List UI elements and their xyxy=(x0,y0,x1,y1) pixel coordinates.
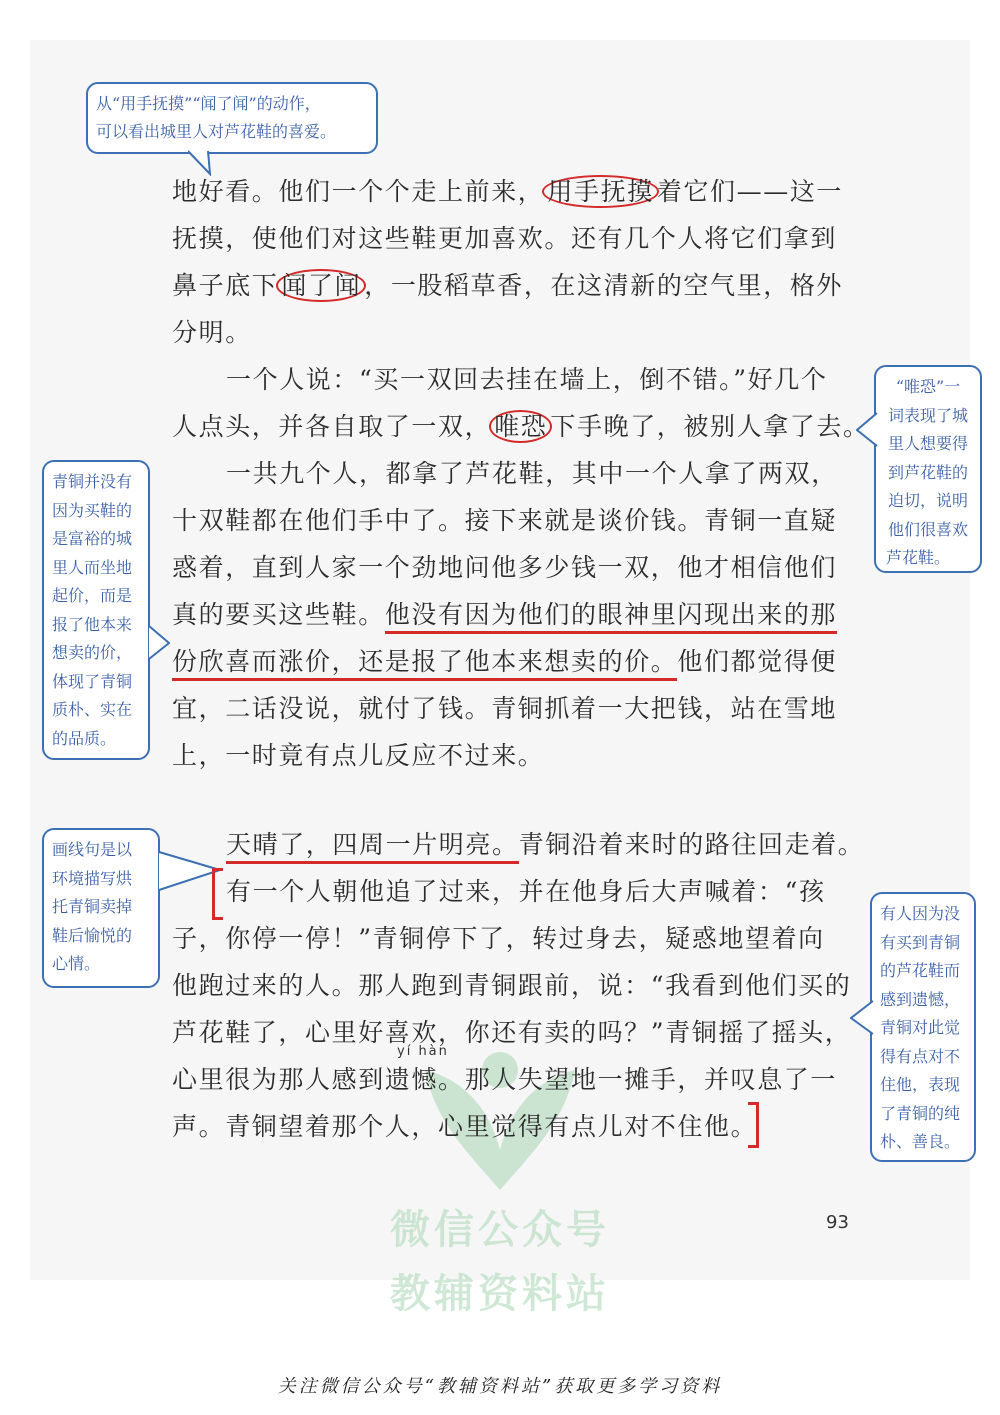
annotation-line: 画线句是以 xyxy=(52,840,133,859)
annotation-line: 有人因为没 xyxy=(880,904,961,923)
text-segment: ，一股稻草香，在这清新的空气里，格外 xyxy=(364,271,844,300)
callout-tail xyxy=(148,625,170,661)
text-segment: 着它们——这一 xyxy=(656,177,844,206)
text-line: 宜，二话没说，就付了钱。青铜抓着一大把钱，站在雪地 xyxy=(172,694,838,723)
annotation-line: 起价，而是 xyxy=(52,586,133,605)
circled-phrase: 唯恐 xyxy=(489,410,552,443)
annotation-line: 感到遗憾， xyxy=(880,989,961,1009)
pinyin-annotation: yí hàn xyxy=(397,1044,449,1059)
text-line: 惑着，直到人家一个劲地问他多少钱一双，他才相信他们 xyxy=(172,553,838,582)
text-line: 心里很为那人感到遗憾。那人失望地一摊手，并叹息了一 xyxy=(172,1065,838,1094)
footer-text: 关注微信公众号“教辅资料站”获取更多学习资料 xyxy=(277,1376,723,1397)
annotation-line: 到芦花鞋的 xyxy=(887,462,968,482)
text-line: 一个人说：“买一双回去挂在墙上，倒不错。”好几个 xyxy=(226,365,828,394)
body-text-upper xyxy=(172,168,870,779)
annotation-line: 的芦花鞋而 xyxy=(880,961,961,980)
annotation-line: 青铜并没有 xyxy=(52,472,133,491)
annotation-line: 里人而坐地 xyxy=(52,557,133,577)
page-number: 93 xyxy=(826,1212,849,1233)
annotation-line: 从“用手抚摸”“闻了闻”的动作， xyxy=(96,94,321,113)
text-line xyxy=(172,262,852,309)
annotation-right-2 xyxy=(870,892,976,1162)
text-line: 有一个人朝他追了过来，并在他身后大声喊着：“孩 xyxy=(226,877,826,906)
annotation-line: 是富裕的城 xyxy=(52,529,133,548)
annotation-line: 因为买鞋的 xyxy=(52,500,133,520)
watermark-line-2: 教辅资料站 xyxy=(390,1271,610,1317)
underlined-sentence: 他没有因为他们的眼神里闪现出来的那 xyxy=(385,600,837,634)
annotation-line: 住他，表现 xyxy=(880,1075,961,1094)
annotation-right-1 xyxy=(874,365,982,573)
annotation-line: 里人想要得 xyxy=(887,434,968,453)
annotation-line: 迫切，说明 xyxy=(887,491,968,510)
text-line: 分明。 xyxy=(172,318,252,347)
annotation-line: 他们很喜欢 xyxy=(887,519,968,539)
annotation-line: 了青铜的纯 xyxy=(880,1103,961,1123)
callout-tail xyxy=(850,1000,874,1036)
text-segment: 真的要买这些鞋。 xyxy=(172,600,385,629)
annotation-line: 心情。 xyxy=(52,954,101,973)
text-line: 芦花鞋了，心里好喜欢，你还有卖的吗？”青铜摇了摇头， xyxy=(172,1018,852,1047)
circled-phrase: 用手抚摸 xyxy=(542,175,658,208)
annotation-top xyxy=(86,82,378,154)
underlined-sentence: 天晴了，四周一片明亮。 xyxy=(226,830,519,864)
annotation-line: 芦花鞋。 xyxy=(886,548,951,567)
watermark-line-1: 微信公众号 xyxy=(390,1207,610,1253)
annotation-line: 青铜对此觉 xyxy=(880,1018,961,1037)
text-segment: 他们都觉得便 xyxy=(677,647,838,676)
annotation-line: 鞋后愉悦的 xyxy=(52,925,133,945)
text-line xyxy=(172,638,852,685)
text-segment: 青铜沿着来时的路往回走着。 xyxy=(518,830,865,859)
text-line: 抚摸，使他们对这些鞋更加喜欢。还有几个人将它们拿到 xyxy=(172,224,838,253)
text-line: 子，你停一停！”青铜停下了，转过身去，疑惑地望着向 xyxy=(172,924,825,953)
text-segment: 地好看。他们一个个走上前来， xyxy=(172,177,545,206)
annotation-line: 报了他本来 xyxy=(52,614,133,634)
text-line xyxy=(172,403,870,450)
annotation-line: 得有点对不 xyxy=(880,1046,961,1066)
annotation-line: 想卖的价， xyxy=(52,643,133,662)
annotation-line: “唯恐”一 xyxy=(895,377,961,396)
text-segment: 鼻子底下 xyxy=(172,271,279,300)
text-line xyxy=(172,821,865,868)
annotation-line: 词表现了城 xyxy=(887,405,968,425)
annotation-line: 体现了青铜 xyxy=(52,671,133,691)
annotation-line: 质朴、实在 xyxy=(52,700,133,719)
text-segment: 人点头，并各自取了一双， xyxy=(172,412,492,441)
circled-phrase: 闻了闻 xyxy=(276,269,366,302)
annotation-left-2 xyxy=(42,828,160,988)
annotation-line: 可以看出城里人对芦花鞋的喜爱。 xyxy=(96,122,337,141)
text-line xyxy=(172,591,852,638)
text-line: 上，一时竟有点儿反应不过来。 xyxy=(172,741,545,770)
body-text-lower xyxy=(172,821,865,1150)
underlined-sentence: 份欣喜而涨价，还是报了他本来想卖的价。 xyxy=(172,647,677,681)
annotation-line: 朴、善良。 xyxy=(880,1132,961,1151)
text-segment: 下手晚了，被别人拿了去。 xyxy=(550,412,870,441)
annotation-line: 托青铜卖掉 xyxy=(52,897,133,916)
annotation-line: 环境描写烘 xyxy=(52,868,133,888)
text-line: 他跑过来的人。那人跑到青铜跟前，说：“我看到他们买的 xyxy=(172,971,852,1000)
annotation-left-1 xyxy=(42,460,150,760)
annotation-line: 有买到青铜 xyxy=(880,932,961,952)
bracket-close xyxy=(748,1102,759,1148)
bracket-open xyxy=(212,868,223,920)
annotation-line: 的品质。 xyxy=(52,728,117,748)
text-line: 十双鞋都在他们手中了。接下来就是谈价钱。青铜一直疑 xyxy=(172,506,838,535)
text-line xyxy=(172,168,852,215)
text-line: 一共九个人，都拿了芦花鞋，其中一个人拿了两双， xyxy=(226,459,838,488)
text-line: 声。青铜望着那个人，心里觉得有点儿对不住他。 xyxy=(172,1112,758,1141)
